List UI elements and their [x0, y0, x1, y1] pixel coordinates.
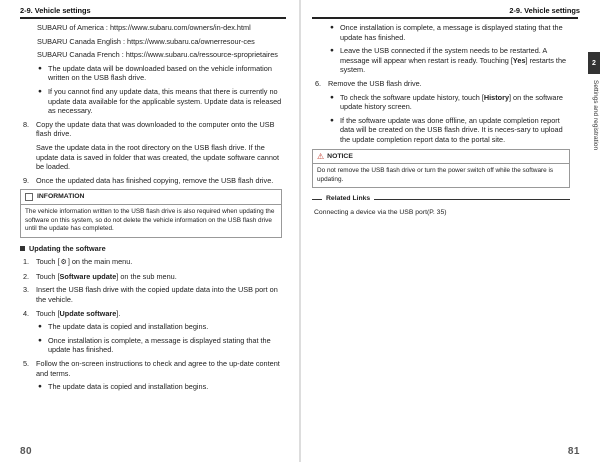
- running-header: 2-9. Vehicle settings: [509, 6, 580, 15]
- step-8: 8. Copy the update data that was downloaded to the computer onto the USB flash drive. Save the update data in the root directory on the USB flash drive. If the update data is saved in folder that was created, the update software cannot be loaded.: [20, 120, 282, 172]
- information-icon: [25, 193, 33, 201]
- url-canada-english: SUBARU Canada English : https://www.subaru.ca/ownerresour-ces: [37, 36, 255, 46]
- information-title: INFORMATION: [37, 193, 85, 201]
- square-icon: [20, 246, 25, 251]
- information-body: The vehicle information written to the USB flash drive is also required when updating the software on this system, so do not delete the vehicle information on the USB flash drive until the update has completed.: [25, 207, 275, 233]
- list-item: ● To check the software update history, touch [History] on the software update history screen.: [330, 92, 563, 112]
- bullet-icon: ●: [330, 24, 334, 31]
- list-item: ● The update data will be downloaded based on the vehicle information written on the USB flash drive.: [38, 63, 272, 83]
- step-9: 9. Once the updated data has finished copying, remove the USB flash drive.: [23, 175, 274, 185]
- step-1: 1. Touch [⚙] on the main menu.: [23, 257, 133, 267]
- list-item: ● Once installation is complete, a message is displayed stating that the update has finished.: [38, 335, 271, 355]
- list-item: ● The update data is copied and installation begins.: [38, 382, 209, 392]
- url-canada-french: SUBARU Canada French : https://www.subaru.ca/ressource-sproprietaires: [37, 50, 278, 60]
- step-4: 4. Touch [Update software].: [23, 308, 121, 318]
- bullet-icon: ●: [38, 323, 42, 331]
- header-rule: [20, 17, 286, 19]
- bullet-icon: ●: [330, 93, 334, 101]
- page-number: 80: [20, 446, 33, 457]
- bullet-icon: ●: [38, 336, 42, 344]
- section-title: Updating the software: [20, 244, 282, 254]
- step-8-note: Save the update data in the root directory on the USB flash drive. If the update data is saved in folder that was created, the update software cannot be loaded.: [36, 142, 279, 172]
- list-item: ● Once installation is complete, a message is displayed stating that the update has finished.: [330, 23, 563, 42]
- list-item: ● If you cannot find any update data, this means that there is currently no update data available for the applicable system. Update data is released as necessary.: [38, 86, 282, 116]
- bullet-icon: ●: [330, 116, 334, 124]
- warning-icon: ⚠: [317, 151, 325, 161]
- right-content: [312, 23, 570, 218]
- page-gutter: [299, 0, 301, 462]
- running-header: 2-9. Vehicle settings: [20, 6, 91, 15]
- bullet-icon: ●: [38, 87, 42, 95]
- step-6: 6. Remove the USB flash drive.: [315, 78, 422, 88]
- url-america: SUBARU of America : https://www.subaru.com/owners/in-dex.html: [37, 23, 251, 32]
- step-5: 5. Follow the on-screen instructions to check and agree to the up-date content and terms.: [23, 359, 280, 378]
- right-page: [302, 0, 600, 462]
- bullet-icon: ●: [330, 47, 334, 55]
- step-2: 2. Touch [Software update] on the sub menu.: [23, 271, 177, 281]
- page-number: 81: [567, 446, 580, 457]
- bullet-icon: ●: [38, 383, 42, 391]
- step-3: 3. Insert the USB flash drive with the copied update data into the USB port on the vehicle.: [23, 285, 278, 305]
- gear-icon: ⚙: [60, 259, 67, 267]
- chapter-tab: 2: [588, 52, 600, 74]
- left-page: [0, 0, 298, 462]
- notice-body: Do not remove the USB flash drive or turn the power switch off while the software is updating.: [317, 167, 554, 183]
- chapter-side-label: Settings and registration: [592, 80, 599, 151]
- left-content: [20, 23, 282, 396]
- related-links-heading: Related Links: [312, 194, 570, 204]
- list-item: ● Leave the USB connected if the system needs to be restarted. A message will appear when restart is ready. Touching [Yes] restarts the system.: [330, 46, 567, 75]
- notice-title: NOTICE: [327, 152, 353, 160]
- notice-box: [312, 149, 570, 189]
- list-item: ● The update data is copied and installation begins.: [38, 322, 209, 332]
- related-link[interactable]: Connecting a device via the USB port(P. 35): [314, 208, 447, 216]
- bullet-icon: ●: [38, 64, 42, 72]
- header-rule: [312, 17, 578, 19]
- information-box: [20, 189, 282, 237]
- list-item: ● If the software update was done offline, an update completion report data will be created on the USB flash drive. It is neces-sary to upload the update completion report data to the portal site.: [330, 115, 563, 144]
